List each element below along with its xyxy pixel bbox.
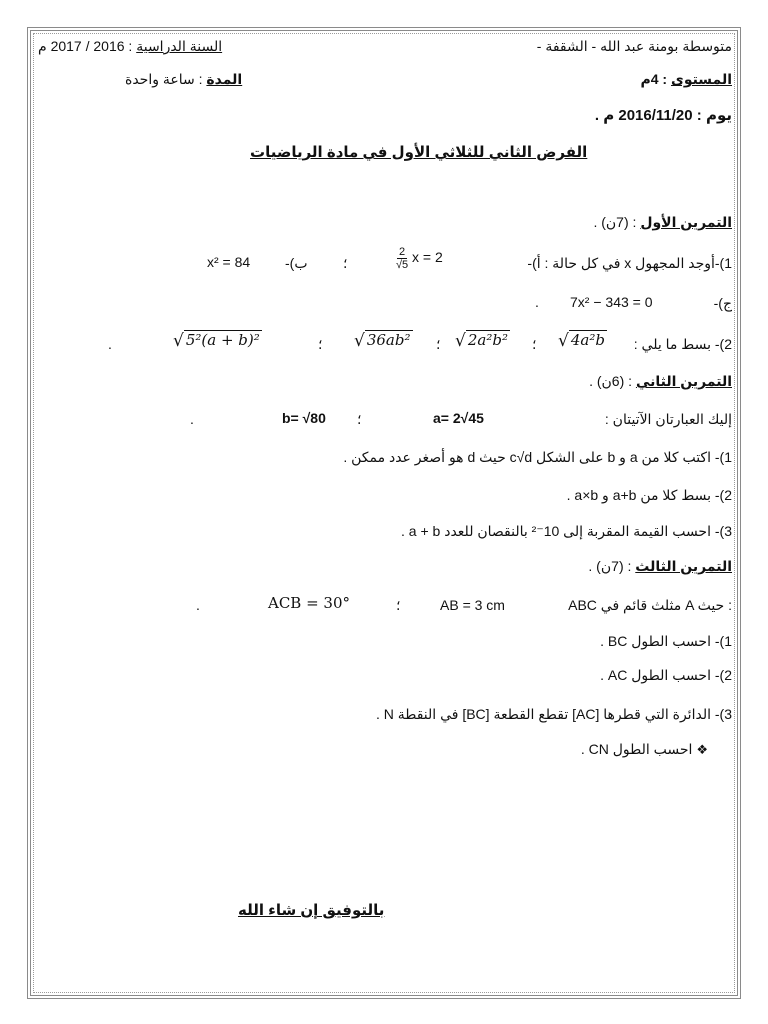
sqrt-expression bbox=[558, 331, 607, 350]
radical-5sq-apb-sq bbox=[173, 331, 262, 350]
ex1-q1-c-label: ج)- bbox=[713, 295, 732, 311]
ex1-heading bbox=[593, 213, 732, 231]
closing-wish: بالتوفيق إن شاء الله bbox=[238, 902, 385, 919]
ex2-q1: 1)- اكتب كلا من a و b على الشكل c√d حيث d هو أصغر عدد ممكن . bbox=[343, 449, 732, 465]
radical-sign: √ bbox=[173, 331, 184, 351]
school-year-label: السنة الدراسية bbox=[136, 38, 223, 54]
radical-4a2b bbox=[558, 331, 607, 350]
ex1-heading-label: التمرين الأول bbox=[640, 214, 732, 230]
ex2-a-expr: a= 2√45 bbox=[433, 410, 484, 426]
ex3-bullet-item bbox=[581, 740, 708, 759]
level bbox=[640, 70, 732, 88]
duration bbox=[125, 70, 242, 88]
ex3-angle: ACB = 30° bbox=[268, 594, 351, 612]
ex2-q2: 2)- بسط كلا من a+b و a×b . bbox=[566, 487, 732, 503]
ex3-intro-dot: . bbox=[196, 597, 200, 613]
separator: ؛ bbox=[532, 336, 537, 352]
duration-value: : ساعة واحدة bbox=[125, 71, 203, 87]
date-value: 2016/11/20 م . bbox=[594, 107, 693, 124]
ex2-q3: 3)- احسب القيمة المقربة إلى 10⁻² بالنقصان للعدد a + b . bbox=[401, 523, 732, 539]
ex2-b-expr: b= √80 bbox=[282, 410, 326, 426]
sqrt-expression bbox=[455, 331, 510, 350]
level-label: المستوى bbox=[670, 71, 732, 87]
school-year bbox=[38, 37, 222, 55]
radical-sign: √ bbox=[558, 331, 569, 351]
ex1-q1-a-eq bbox=[396, 246, 443, 271]
radical-36ab2 bbox=[354, 331, 413, 350]
ex1-q2: 2)- بسط ما يلي : bbox=[633, 336, 732, 352]
level-value: : 4م bbox=[640, 71, 668, 87]
radical-sign: √ bbox=[455, 331, 466, 351]
exam-date bbox=[595, 107, 732, 125]
ex2-points: : (6ن) . bbox=[589, 373, 633, 389]
radical-2a2b2 bbox=[455, 331, 510, 350]
date-label: يوم : bbox=[696, 107, 732, 124]
ex3-heading bbox=[588, 557, 732, 575]
radicand: 2a²b² bbox=[467, 331, 508, 349]
separator: ؛ bbox=[343, 255, 348, 271]
ex1-q1-c-eq: 7x² − 343 = 0 bbox=[570, 294, 653, 310]
exam-title: الفرض الثاني للثلاثي الأول في مادة الرياضيات bbox=[250, 144, 588, 161]
radicand: 4a²b bbox=[570, 331, 605, 349]
ex3-ab: AB = 3 cm bbox=[440, 597, 505, 613]
duration-label: المدة bbox=[206, 71, 243, 87]
ex2-heading bbox=[589, 372, 732, 390]
fraction-denominator: √5 bbox=[396, 259, 409, 271]
separator: ؛ bbox=[436, 336, 441, 352]
sqrt-expression bbox=[354, 331, 413, 350]
page-border bbox=[27, 27, 741, 999]
separator: ؛ bbox=[396, 597, 401, 613]
radicand: 36ab² bbox=[366, 331, 411, 349]
ex1-q1-a-rest: x = 2 bbox=[412, 249, 443, 266]
fraction bbox=[396, 246, 408, 271]
school-name: متوسطة بومنة عبد الله - الشقفة - bbox=[536, 38, 732, 54]
school-year-value: : 2016 / 2017 م bbox=[38, 38, 133, 54]
ex3-bullet-text: احسب الطول CN . bbox=[580, 741, 693, 757]
ex1-q1-b-eq: x² = 84 bbox=[207, 254, 251, 270]
ex3-intro: ABC مثلث قائم في A حيث : bbox=[568, 597, 732, 613]
ex2-intro: إليك العبارتان الآتيتان : bbox=[604, 411, 732, 427]
diamond-bullet-icon: ❖ bbox=[696, 742, 708, 757]
separator: ؛ bbox=[357, 411, 362, 427]
fraction-numerator: 2 bbox=[399, 246, 406, 258]
ex1-q1: 1)-أوجد المجهول x في كل حالة : أ)- bbox=[527, 255, 732, 271]
ex3-q2: 2)- احسب الطول AC . bbox=[600, 667, 732, 683]
ex3-heading-label: التمرين الثالث bbox=[635, 558, 732, 574]
ex1-points: : (7ن) . bbox=[593, 214, 637, 230]
radicand: 5²(a + b)² bbox=[185, 331, 260, 349]
separator: ؛ bbox=[318, 336, 323, 352]
ex1-q1-c-dot: . bbox=[535, 294, 539, 310]
ex1-q2-dot: . bbox=[108, 336, 112, 352]
ex2-intro-dot: . bbox=[190, 411, 194, 427]
radical-sign: √ bbox=[354, 331, 365, 351]
ex3-q3: 3)- الدائرة التي قطرها [AC] تقطع القطعة [BC] في النقطة N . bbox=[375, 706, 732, 722]
ex2-heading-label: التمرين الثاني bbox=[635, 373, 732, 389]
sqrt-expression bbox=[173, 331, 262, 350]
ex3-points: : (7ن) . bbox=[588, 558, 632, 574]
ex1-q1-b-label: ب)- bbox=[285, 255, 308, 271]
ex3-q1: 1)- احسب الطول BC . bbox=[600, 633, 732, 649]
